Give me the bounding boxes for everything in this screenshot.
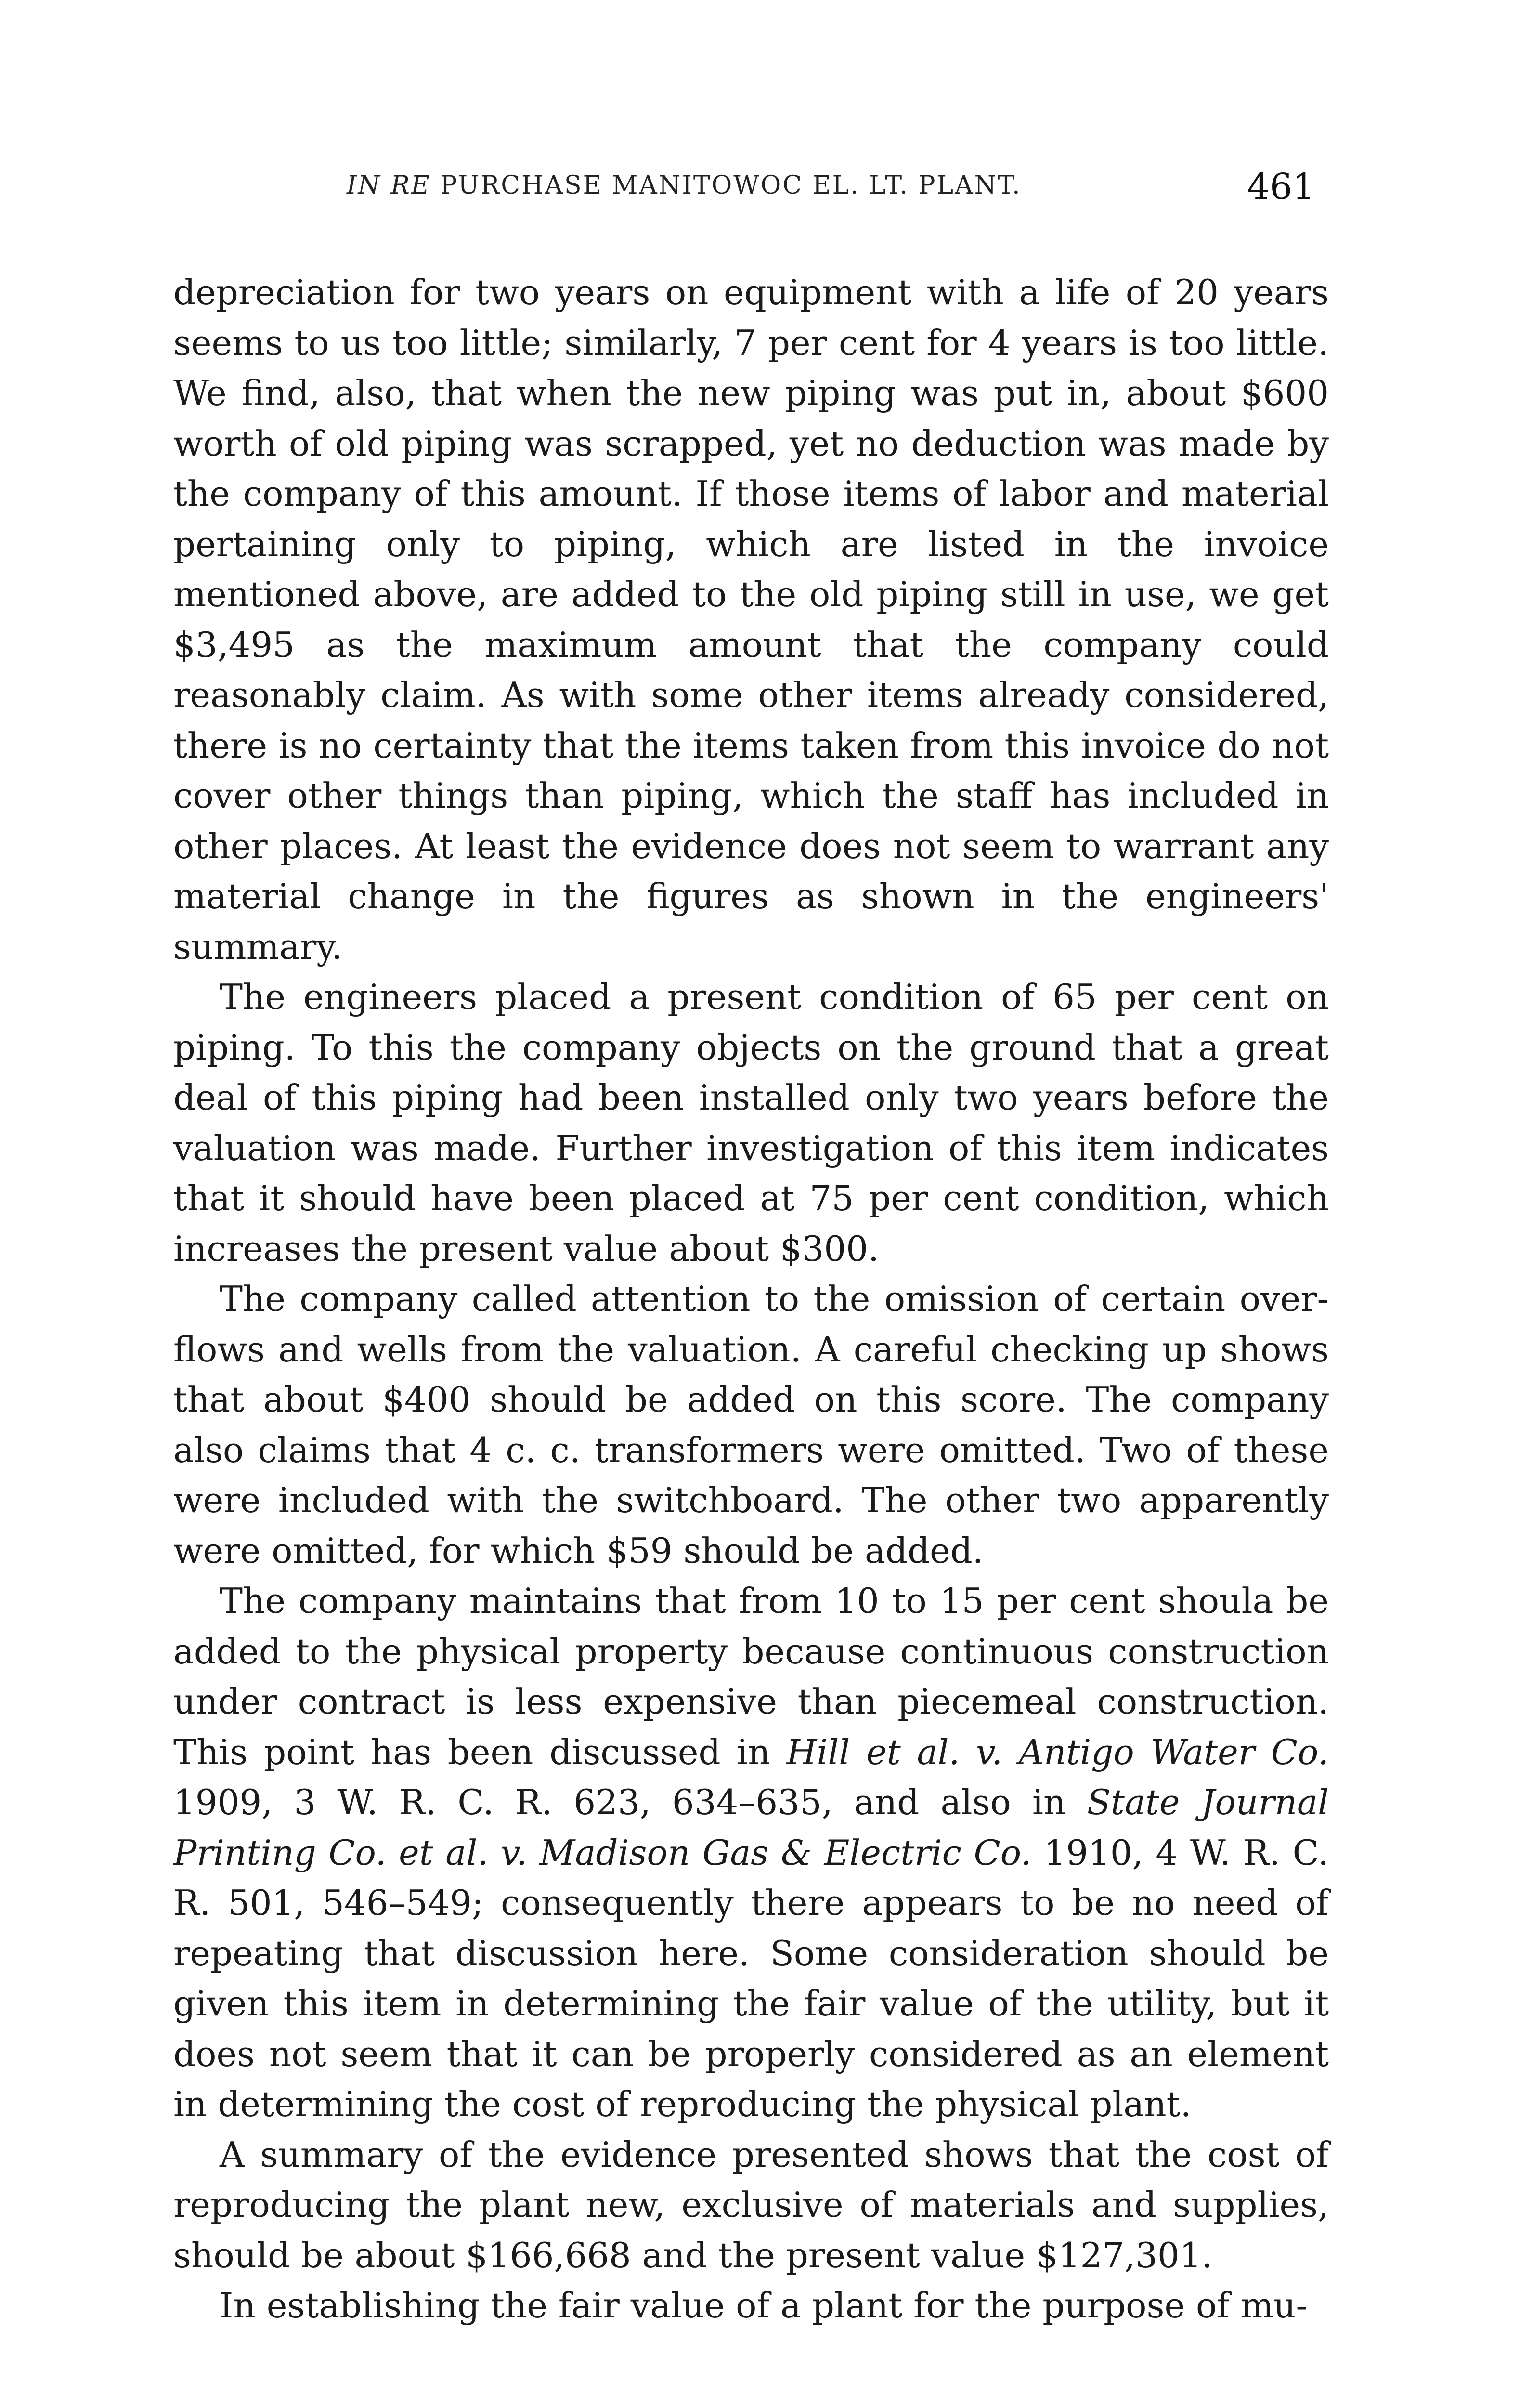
page-number: 461 [1247, 166, 1315, 208]
running-head [347, 171, 1022, 200]
paragraph-4 [173, 1576, 1329, 2130]
paragraph-4-text-c: 1910, 4 W. R. C. R. 501, 546–549; consequently there appears to be no need of repeating that discussion here. Some consideration should be given this item in determining the fair value of the utility, but it does not seem that it can be properly considered as an element in determining the cost of reproducing the physical plant. [173, 1832, 1329, 2124]
paragraph-4-text-b: 1909, 3 W. R. C. R. 623, 634–635, and also in [173, 1782, 1087, 1822]
body-text [173, 267, 1329, 2331]
paragraph-3: The company called attention to the omission of certain overflows and wells from the valuation. A careful checking up shows that about $400 should be added on this score. The company also claims that 4 c. c. transformers were omitted. Two of these were included with the switchboard. The other two apparently were omitted, for which $59 should be added. [173, 1279, 1329, 1571]
case-citation-state-journal: State Journal Printing Co. et al. v. Madison Gas & Electric Co. [173, 1782, 1329, 1873]
running-head-italic: IN RE [347, 171, 431, 200]
case-citation-hill: Hill et al. v. Antigo Water Co. [786, 1731, 1329, 1772]
paragraph-5: A summary of the evidence presented shows that the cost of reproducing the plant new, exclusive of materials and supplies, should be about $166,668 and the present value $127,301. [173, 2134, 1329, 2276]
paragraph-2: The engineers placed a present condition of 65 per cent on piping. To this the company objects on the ground that a great deal of this piping had been installed only two years before the valuation was made. Further investigation of this item indicates that it should have been placed at 75 per cent condition, which increases the present value about $300. [173, 977, 1329, 1269]
running-head-title: PURCHASE MANITOWOC EL. LT. PLANT. [430, 171, 1022, 200]
paragraph-4-text-a: The company maintains that from 10 to 15 per cent shoula be added to the physical property because continuous construction under contract is less expensive than piecemeal construction. This point has been discussed in [173, 1581, 1329, 1772]
paragraph-6: In establishing the fair value of a plant for the purpose of mu- [220, 2285, 1308, 2326]
paragraph-1: depreciation for two years on equipment with a life of 20 years seems to us too little; similarly, 7 per cent for 4 years is too little. We find, also, that when the new piping was put in, about $600 worth of old piping was scrapped, yet no deduction was made by the company of this amount. If those items of labor and material pertaining only to piping, which are listed in the invoice mentioned above, are added to the old piping still in use, we get $3,495 as the maximum amount that the company could reasonably claim. As with some other items already considered, there is no certainty that the items taken from this invoice do not cover other things than piping, which the staff has included in other places. At least the evidence does not seem to warrant any material change in the figures as shown in the engineers' summary. [173, 272, 1329, 967]
